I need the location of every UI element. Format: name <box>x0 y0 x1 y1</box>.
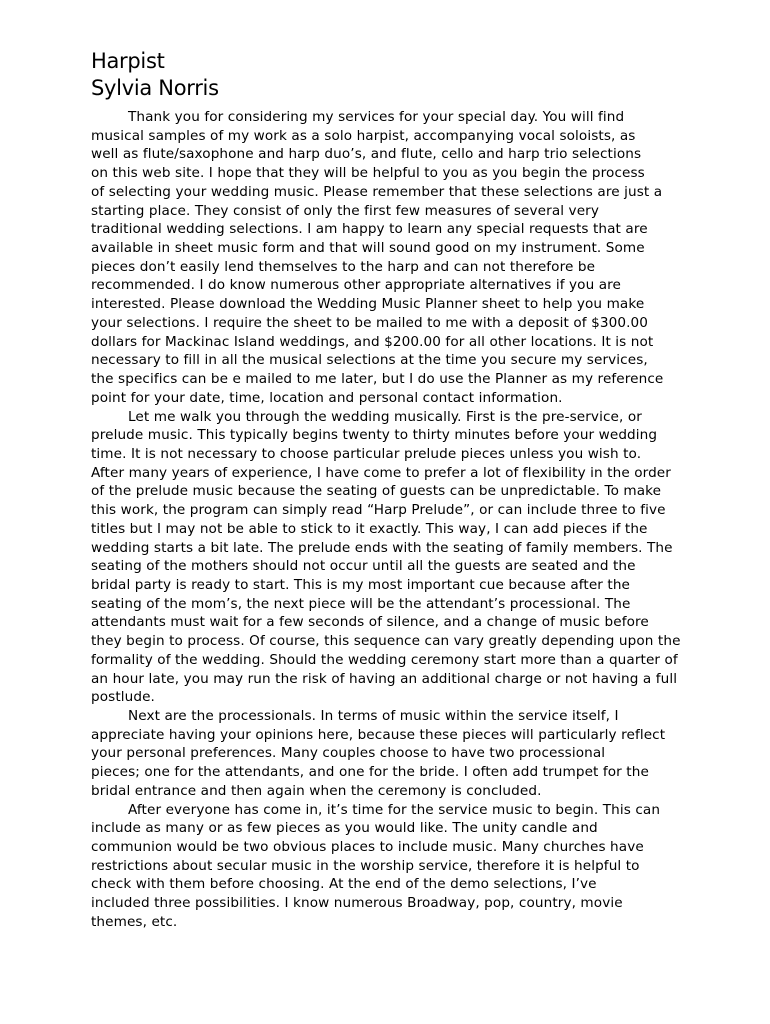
text-line: starting place. They consist of only the first few measures of several very <box>91 202 599 219</box>
text-line: formality of the wedding. Should the wedding ceremony start more than a quarter of <box>91 651 678 668</box>
text-line: your personal preferences. Many couples choose to have two processional <box>91 745 606 762</box>
text-line: wedding starts a bit late. The prelude ends with the seating of family members. The <box>91 539 673 556</box>
text-line: your selections. I require the sheet to be mailed to me with a deposit of $300.00 <box>91 314 649 331</box>
text-line: the specifics can be e mailed to me later, but I do use the Planner as my reference <box>91 371 664 388</box>
text-line: of selecting your wedding music. Please remember that these selections are just a <box>91 183 663 200</box>
text-line: necessary to fill in all the musical selections at the time you secure my services, <box>91 352 648 369</box>
text-line: Thank you for considering my services for your special day. You will find <box>128 109 625 125</box>
author-name: Sylvia Norris <box>91 76 219 100</box>
letter-body <box>91 108 721 932</box>
text-line: interested. Please download the Wedding Music Planner sheet to help you make <box>91 296 645 313</box>
text-line: of the prelude music because the seating of guests can be unpredictable. To make <box>91 483 662 500</box>
text-line: include as many or as few pieces as you would like. The unity candle and <box>91 820 598 837</box>
text-line: included three possibilities. I know numerous Broadway, pop, country, movie <box>91 895 623 912</box>
text-line: communion would be two obvious places to include music. Many churches have <box>91 839 644 856</box>
text-line: restrictions about secular music in the worship service, therefore it is helpful to <box>91 857 640 874</box>
paragraph-prelude <box>91 408 721 708</box>
letter-page <box>91 48 721 932</box>
text-line: time. It is not necessary to choose particular prelude pieces unless you wish to. <box>91 445 642 462</box>
text-line: seating of the mom’s, the next piece will be the attendant’s processional. The <box>91 595 631 612</box>
text-line: postlude. <box>91 689 155 706</box>
text-line: traditional wedding selections. I am happy to learn any special requests that are <box>91 221 648 238</box>
paragraph-introduction <box>91 108 721 408</box>
text-line: After many years of experience, I have come to prefer a lot of flexibility in the order <box>91 464 671 481</box>
text-line: prelude music. This typically begins twenty to thirty minutes before your wedding <box>91 427 658 444</box>
text-line: After everyone has come in, it’s time for the service music to begin. This can <box>128 801 661 818</box>
text-line: pieces; one for the attendants, and one for the bride. I often add trumpet for the <box>91 764 649 781</box>
paragraph-processionals <box>91 707 721 801</box>
text-line: Let me walk you through the wedding musically. First is the pre-service, or <box>128 408 642 425</box>
text-line: check with them before choosing. At the end of the demo selections, I’ve <box>91 876 597 893</box>
text-line: appreciate having your opinions here, because these pieces will particularly reflect <box>91 726 666 743</box>
text-line: they begin to process. Of course, this sequence can vary greatly depending upon the <box>91 633 681 650</box>
page-title: Harpist <box>91 49 165 73</box>
text-line: attendants must wait for a few seconds of silence, and a change of music before <box>91 614 649 631</box>
text-line: seating of the mothers should not occur until all the guests are seated and the <box>91 558 636 575</box>
text-line: titles but I may not be able to stick to it exactly. This way, I can add pieces if the <box>91 520 648 537</box>
text-line: bridal entrance and then again when the ceremony is concluded. <box>91 782 542 799</box>
text-line: point for your date, time, location and personal contact information. <box>91 389 563 406</box>
text-line: on this web site. I hope that they will be helpful to you as you begin the process <box>91 165 645 182</box>
text-line: well as flute/saxophone and harp duo’s, and flute, cello and harp trio selections <box>91 146 642 163</box>
text-line: available in sheet music form and that will sound good on my instrument. Some <box>91 240 645 257</box>
text-line: dollars for Mackinac Island weddings, and $200.00 for all other locations. It is not <box>91 333 654 350</box>
text-line: musical samples of my work as a solo harpist, accompanying vocal soloists, as <box>91 127 636 144</box>
text-line: pieces don’t easily lend themselves to the harp and can not therefore be <box>91 258 596 275</box>
text-line: bridal party is ready to start. This is my most important cue because after the <box>91 576 631 593</box>
paragraph-service-music <box>91 801 721 932</box>
text-line: recommended. I do know numerous other appropriate alternatives if you are <box>91 277 622 294</box>
text-line: an hour late, you may run the risk of having an additional charge or not having a full <box>91 670 678 687</box>
text-line: themes, etc. <box>91 913 178 930</box>
text-line: this work, the program can simply read “Harp Prelude”, or can include three to five <box>91 502 666 519</box>
text-line: Next are the processionals. In terms of music within the service itself, I <box>128 708 619 724</box>
